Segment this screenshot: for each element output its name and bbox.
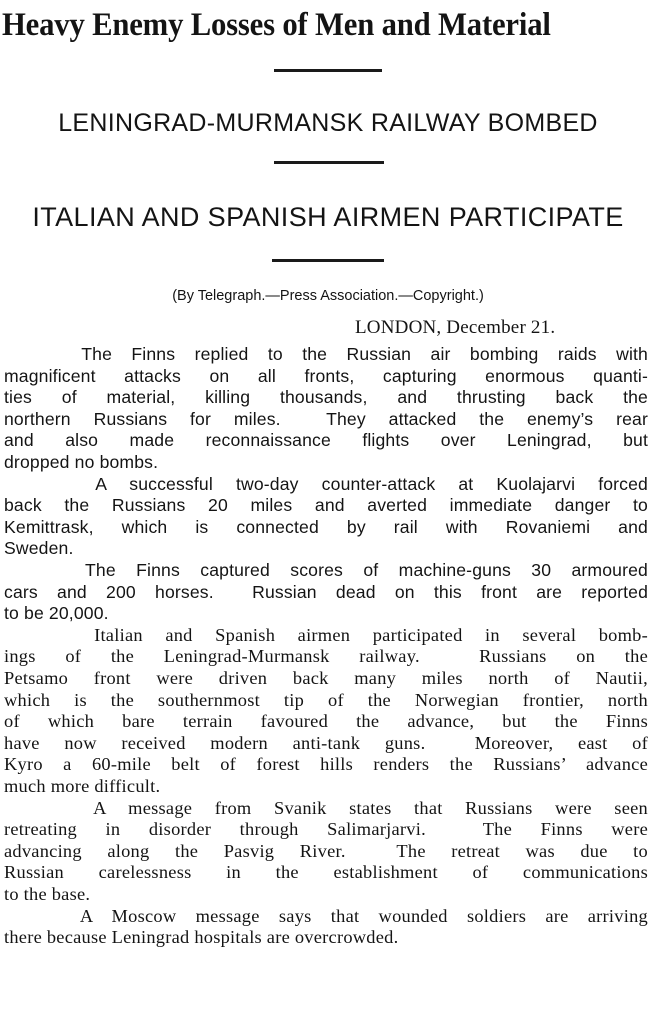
article-line: A Moscow message says that wounded soldiers are arriving [4,905,648,926]
article-line: advancing along the Pasvig River. The retreat was due to [4,840,648,861]
article-line: and also made reconnaissance flights over Leningrad, but [4,430,648,451]
divider-rule [274,161,384,164]
article-line: much more difficult. [4,776,161,796]
article-line: Sweden. [4,538,74,559]
article-line: A message from Svanik states that Russians were seen [4,797,648,818]
article-line: have now received modern anti-tank guns. Moreover, east of [4,732,648,753]
article-line: ings of the Leningrad-Murmansk railway. Russians on the [4,646,648,667]
article-line: Kyro a 60-mile belt of forest hills renders the Russians’ advance [4,754,648,775]
article-line: The Finns captured scores of machine-guns 30 armoured [4,560,648,580]
article-line: The Finns replied to the Russian air bombing raids with [4,344,648,364]
article-line: Kemittrask, which is connected by rail with Rovaniemi and [4,516,648,537]
article-line: back the Russians 20 miles and averted immediate danger to [4,495,648,516]
article-line: A successful two-day counter-attack at Kuolajarvi forced [4,473,648,494]
wire-credit: (By Telegraph.—Press Association.—Copyright.) [172,288,484,304]
article-line: of which bare terrain favoured the advance, but the Finns [4,711,648,732]
article-line: Italian and Spanish airmen participated in several bomb- [4,624,648,645]
article-line: to be 20,000. [4,603,109,624]
article-line: Petsamo front were driven back many miles north of Nautii, [4,668,648,688]
article-line: cars and 200 horses. Russian dead on this front are reported [4,581,648,602]
divider-rule [274,69,382,72]
article-line: dropped no bombs. [4,452,159,472]
article-line: retreating in disorder through Salimarjarvi. The Finns were [4,819,648,840]
subheading-airmen-participate: ITALIAN AND SPANISH AIRMEN PARTICIPATE [32,202,624,232]
headline: Heavy Enemy Losses of Men and Material [2,7,551,43]
subheading-railway-bombed: LENINGRAD-MURMANSK RAILWAY BOMBED [58,109,598,137]
dateline: LONDON, December 21. [355,317,556,338]
divider-rule [272,259,384,262]
article-line: which is the southernmost tip of the Norwegian frontier, north [4,689,648,710]
article-line: northern Russians for miles. They attacked the enemy’s rear [4,408,648,429]
article-line: there because Leningrad hospitals are overcrowded. [4,927,399,948]
article-line: ties of material, killing thousands, and thrusting back the [4,387,648,408]
article-line: Russian carelessness in the establishment of communications [4,862,648,883]
article-line: to the base. [4,884,91,904]
article-line: magnificent attacks on all fronts, capturing enormous quanti- [4,365,648,386]
